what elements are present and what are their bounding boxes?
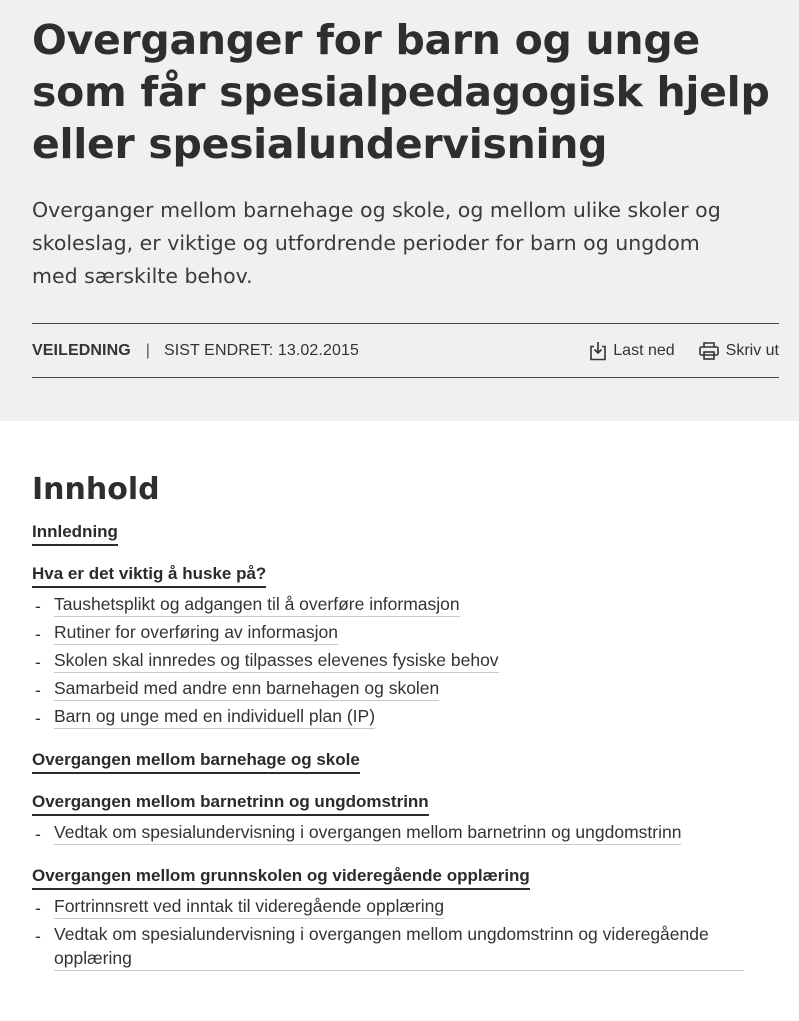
- toc-section-link[interactable]: Overgangen mellom barnetrinn og ungdomstrinn: [32, 791, 429, 816]
- toc-section: [32, 865, 779, 971]
- toc-section: [32, 521, 779, 546]
- page-title-line: Overganger for barn og unge: [32, 16, 700, 64]
- list-dash: -: [35, 898, 41, 918]
- meta-actions: [589, 341, 779, 361]
- print-button[interactable]: [698, 341, 779, 361]
- toc-heading: Innhold: [32, 472, 160, 507]
- toc-sublist: [32, 820, 779, 848]
- toc-subitem: [32, 676, 779, 704]
- toc-subitem-link[interactable]: Samarbeid med andre enn barnehagen og skolen: [54, 676, 439, 701]
- last-changed-date: SIST ENDRET: 13.02.2015: [163, 341, 359, 359]
- list-dash: -: [35, 824, 41, 844]
- page-header: [0, 0, 799, 421]
- toc-subitem-link[interactable]: Vedtak om spesialundervisning i overgangen mellom barnetrinn og ungdomstrinn: [54, 820, 681, 845]
- toc-subitem-link[interactable]: Fortrinnsrett ved inntak til videregående opplæring: [54, 894, 444, 919]
- toc-subitem-link[interactable]: Taushetsplikt og adgangen til å overføre informasjon: [54, 592, 460, 617]
- download-label: Last ned: [613, 341, 675, 359]
- ingress-line: med særskilte behov.: [32, 264, 253, 288]
- page-ingress: [32, 194, 779, 293]
- ingress-line: Overganger mellom barnehage og skole, og mellom ulike skoler og: [32, 198, 721, 222]
- toc-subitem-link[interactable]: Rutiner for overføring av informasjon: [54, 620, 338, 645]
- toc-section: [32, 791, 779, 848]
- toc-list: [32, 521, 779, 971]
- toc-subitem: [32, 704, 779, 732]
- toc-subitem-link[interactable]: Skolen skal innredes og tilpasses elevenes fysiske behov: [54, 648, 499, 673]
- download-icon: [589, 341, 607, 361]
- meta-bar: [32, 323, 779, 378]
- toc-section: [32, 749, 779, 774]
- meta-info: [32, 342, 359, 360]
- list-dash: -: [35, 708, 41, 728]
- toc-subitem: [32, 894, 779, 922]
- meta-separator: |: [145, 341, 150, 359]
- toc-subitem: [32, 820, 779, 848]
- toc-sublist: [32, 894, 779, 971]
- list-dash: -: [35, 680, 41, 700]
- toc-section-link[interactable]: Overgangen mellom barnehage og skole: [32, 749, 360, 774]
- toc-section-link[interactable]: Innledning: [32, 521, 118, 546]
- list-dash: -: [35, 624, 41, 644]
- document-type: VEILEDNING: [32, 341, 131, 359]
- table-of-contents: [0, 421, 799, 971]
- page-title-line: eller spesialundervisning: [32, 120, 608, 168]
- toc-subitem-link[interactable]: Vedtak om spesialundervisning i overgangen mellom ungdomstrinn og videregående opplæring: [54, 922, 744, 971]
- toc-section-link[interactable]: Hva er det viktig å huske på?: [32, 563, 266, 588]
- list-dash: -: [35, 596, 41, 616]
- ingress-line: skoleslag, er viktige og utfordrende perioder for barn og ungdom: [32, 231, 700, 255]
- toc-section: [32, 563, 779, 732]
- toc-subitem: [32, 922, 779, 971]
- toc-section-link[interactable]: Overgangen mellom grunnskolen og videregående opplæring: [32, 865, 530, 890]
- printer-icon: [698, 341, 720, 361]
- toc-subitem: [32, 648, 779, 676]
- toc-subitem-link[interactable]: Barn og unge med en individuell plan (IP): [54, 704, 375, 729]
- page-title-line: som får spesialpedagogisk hjelp: [32, 68, 770, 116]
- toc-sublist: [32, 592, 779, 732]
- toc-subitem: [32, 620, 779, 648]
- download-button[interactable]: [589, 341, 674, 361]
- page-title: [32, 14, 779, 170]
- list-dash: -: [35, 926, 41, 946]
- list-dash: -: [35, 652, 41, 672]
- print-label: Skriv ut: [725, 341, 779, 359]
- toc-subitem: [32, 592, 779, 620]
